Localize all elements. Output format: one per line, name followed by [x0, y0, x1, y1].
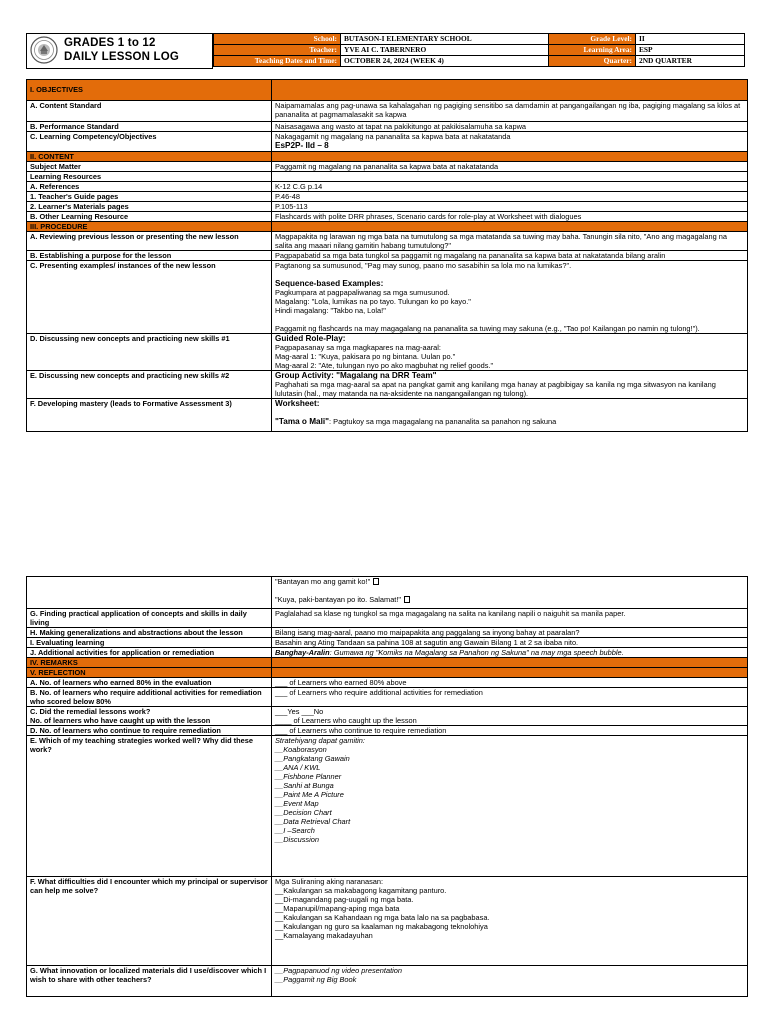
- section-content: II. CONTENT: [27, 152, 748, 162]
- list-item: __Kakulangan sa Kahandaan ng mga bata lalo na sa pagbabasa.: [275, 913, 490, 922]
- table-row: B. Performance Standard Naisasagawa ang wasto at tapat na pakikitungo at pakikisalamuha sa kapwa: [27, 122, 748, 132]
- table-row: B. Establishing a purpose for the lesson Pagpapabatid sa mga bata tungkol sa paggamit ng magalang na pananalita sa kapwa bata at nakatatanda bilang aralin: [27, 251, 748, 261]
- table-row: B. No. of learners who require additional activities for remediation who scored below 80% ___ of Learners who require additional activities for remediation: [27, 688, 748, 707]
- checkbox-icon: [373, 578, 379, 585]
- list-item: __Pangkatang Gawain: [275, 754, 350, 763]
- quarter-value: 2ND QUARTER: [636, 56, 745, 67]
- table-row: "Bantayan mo ang gamit ko!" "Kuya, paki-bantayan po ito. Salamat!": [27, 577, 748, 609]
- school-label: School:: [214, 34, 341, 45]
- grade-level-label: Grade Level:: [549, 34, 636, 45]
- list-item: __I –Search: [275, 826, 315, 835]
- learning-area-value: ESP: [636, 45, 745, 56]
- table-row: A. Reviewing previous lesson or presenting the new lesson Magpapakita ng larawan ng mga bata na tumutulong sa mga matatanda sa tuwing may baha. Tanungin sila nito, "Ano ang magagalang na salita ang maaari nilang gamitin habang tumutulong?": [27, 232, 748, 251]
- list-item: __Kakulangan sa makabagong kagamitang panturo.: [275, 886, 447, 895]
- list-item: __Discussion: [275, 835, 319, 844]
- table-row: E. Which of my teaching strategies worked well? Why did these work? Stratehiyang dapat gamitin: __Koaborasyon __Pangkatang Gawain __ANA / KWL __Fishbone Planner __Sanhi at Bunga __Paint Me A Picture __Event Map __Decision Chart __Data Retrieval Chart __I –Search __Discussion: [27, 736, 748, 877]
- table-row: C. Presenting examples/ instances of the new lesson Pagtanong sa sumusunod, "Pag may sunog, paano mo sasabihin sa lola mo na lumikas?". Sequence-based Examples: Pagkumpara at pagpapaliwanag sa mga sumusunod. Magalang: "Lola, lumikas na po tayo. Tulungan ko po kayo." Hindi magalang: "Takbo na, Lola!" Paggamit ng flashcards na may magagalang na pananalita sa tuwing may sakuna (e.g., "Tao po! Kailangan po namin ng tulong!").: [27, 261, 748, 334]
- list-item: __Di-magandang pag-uugali ng mga bata.: [275, 895, 414, 904]
- school-value: BUTASON-I ELEMENTARY SCHOOL: [341, 34, 549, 45]
- table-row: A. Content Standard Naipamamalas ang pag-unawa sa kahalagahan ng pagiging sensitibo sa damdamin at pangangailangan ng iba, pagiging magalang sa kilos at pananalita at pagmamalasakit sa kapwa: [27, 101, 748, 122]
- list-item: __Data Retrieval Chart: [275, 817, 351, 826]
- dates-label: Teaching Dates and Time:: [214, 56, 341, 67]
- list-item: __Kamalayang makadayuhan: [275, 931, 373, 940]
- table-row: Subject Matter Paggamit ng magalang na pananalita sa kapwa bata at nakatatanda: [27, 162, 748, 172]
- section-remarks: IV. REMARKS: [27, 658, 748, 668]
- grade-level-value: II: [636, 34, 745, 45]
- table-row: D. Discussing new concepts and practicing new skills #1 Guided Role-Play: Pagpapasanay sa mga magkapares na mag-aaral: Mag-aaral 1: "Kuya, pakisara po ng bintana. Uulan po." Mag-aaral 2: "Ate, tulungan nyo po ako magbuhat ng relief goods.": [27, 334, 748, 371]
- table-row: H. Making generalizations and abstractions about the lesson Bilang isang mag-aaral, paano mo maipapakita ang paggalang sa inyong bahay at paaralan?: [27, 628, 748, 638]
- table-row: 1. Teacher's Guide pages P.46-48: [27, 192, 748, 202]
- table-row: A. No. of learners who earned 80% in the evaluation ___ of Learners who earned 80% above: [27, 678, 748, 688]
- dates-value: OCTOBER 24, 2024 (WEEK 4): [341, 56, 549, 67]
- header-info-table: [213, 33, 745, 67]
- list-item: __Sanhi at Bunga: [275, 781, 334, 790]
- table-row: I. Evaluating learning Basahin ang Ating Tandaan sa pahina 108 at sagutin ang Gawain Bilang 1 at 2 sa ibaba nito.: [27, 638, 748, 648]
- section-procedure: III. PROCEDURE: [27, 222, 748, 232]
- teacher-value: YVE AI C. TABERNERO: [341, 45, 549, 56]
- table-row: A. References K-12 C.G p.14: [27, 182, 748, 192]
- table-row: D. No. of learners who continue to require remediation ___ of Learners who continue to require remediation: [27, 726, 748, 736]
- title-line-1: GRADES 1 to 12: [64, 37, 156, 49]
- table-row: C. Learning Competency/Objectives Nakagagamit ng magalang na pananalita sa kapwa bata at nakatatanda EsP2P- IId – 8: [27, 132, 748, 152]
- section-objectives: I. OBJECTIVES: [27, 80, 748, 101]
- list-item: __Decision Chart: [275, 808, 332, 817]
- table-row: G. What innovation or localized materials did I use/discover which I wish to share with other teachers? __Pagpapanuod ng video presentation __Paggamit ng Big Book: [27, 966, 748, 997]
- table-row: J. Additional activities for application or remediation Banghay-Aralin: Gumawa ng "Komiks na Magalang sa Panahon ng Sakuna" na may mga speech bubble.: [27, 648, 748, 658]
- list-item: __Pagpapanuod ng video presentation: [275, 966, 402, 975]
- list-item: __Paggamit ng Big Book: [275, 975, 357, 984]
- table-row: 2. Learner's Materials pages P.105-113: [27, 202, 748, 212]
- table-row: G. Finding practical application of concepts and skills in daily living Paglalahad sa klase ng tungkol sa mga magagalang na salita na kanilang napili o naiguhit sa manila paper.: [27, 609, 748, 628]
- quarter-label: Quarter:: [549, 56, 636, 67]
- table-row: Learning Resources: [27, 172, 748, 182]
- table-row: C. Did the remedial lessons work? No. of learners who have caught up with the lesson ___Yes ___No ____ of Learners who caught up the lesson: [27, 707, 748, 726]
- lesson-log-table-2: [26, 576, 748, 997]
- list-item: __Fishbone Planner: [275, 772, 342, 781]
- title-line-2: DAILY LESSON LOG: [64, 51, 180, 63]
- section-reflection: V. REFLECTION: [27, 668, 748, 678]
- list-item: __Event Map: [275, 799, 319, 808]
- list-item: __Kakulangan ng guro sa kaalaman ng makabagong teknolohiya: [275, 922, 488, 931]
- list-item: __Koaborasyon: [275, 745, 327, 754]
- table-row: F. Developing mastery (leads to Formative Assessment 3) Worksheet: "Tama o Mali": Pagtukoy sa mga magagalang na pananalita sa panahon ng sakuna: [27, 399, 748, 432]
- table-row: B. Other Learning Resource Flashcards with polite DRR phrases, Scenario cards for role-play at Worksheet with dialogues: [27, 212, 748, 222]
- table-row: F. What difficulties did I encounter which my principal or supervisor can help me solve? Mga Suliraning aking naranasan: __Kakulangan sa makabagong kagamitang panturo. __Di-magandang pag-uugali ng mga bata. __Mapanupil/mapang-aping mga bata __Kakulangan sa Kahandaan ng mga bata lalo na sa pagbabasa. __Kakulangan ng guro sa kaalaman ng makabagong teknolohiya __Kamalayang makadayuhan: [27, 877, 748, 966]
- table-row: E. Discussing new concepts and practicing new skills #2 Group Activity: "Magalang na DRR Team" Paghahati sa mga mag-aaral sa apat na pangkat gamit ang kanilang mga hanay at pagbibigay sa kanila ng mga sitwasyon na kanilang lulutasin (hal., may matanda na na-aksidente na nangangailangan ng tulong).: [27, 371, 748, 399]
- learning-area-label: Learning Area:: [549, 45, 636, 56]
- list-item: __Mapanupil/mapang-aping mga bata: [275, 904, 400, 913]
- list-item: __ANA / KWL: [275, 763, 321, 772]
- list-item: __Paint Me A Picture: [275, 790, 344, 799]
- teacher-label: Teacher:: [214, 45, 341, 56]
- checkbox-icon: [404, 596, 410, 603]
- deped-seal-icon: [30, 36, 58, 64]
- lesson-log-table-1: [26, 79, 748, 432]
